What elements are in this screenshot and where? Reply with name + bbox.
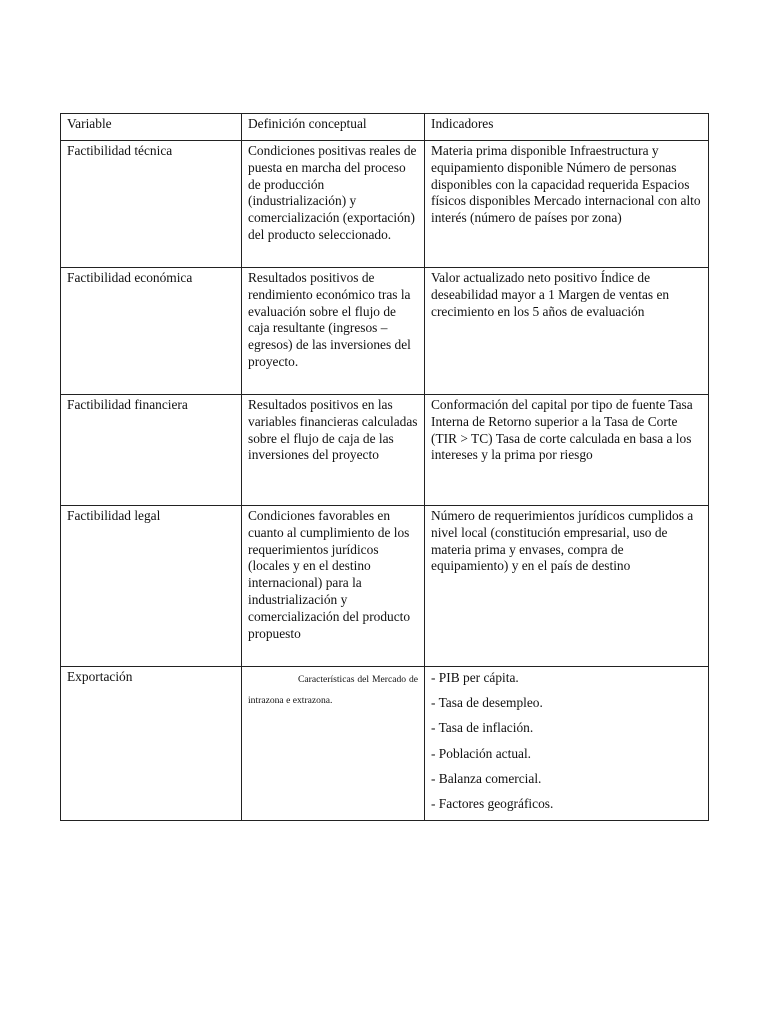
cell-indicadores: Número de requerimientos jurídicos cumplidos a nivel local (constitución empresarial, uso de materia prima y envases, compra de equipamiento) y en el país de destino	[425, 506, 709, 667]
header-variable: Variable	[61, 114, 242, 141]
indicadores-list	[431, 665, 702, 816]
cell-definicion: Condiciones favorables en cuanto al cumplimiento de los requerimientos jurídicos (locales y en el destino internacional) para la industrialización y comercialización del producto propuesto	[242, 506, 425, 667]
cell-variable: Factibilidad económica	[61, 268, 242, 395]
variables-table	[60, 113, 709, 821]
table-row	[61, 268, 709, 395]
header-indicadores: Indicadores	[425, 114, 709, 141]
cell-definicion-text: Características del Mercado de intrazona e extrazona.	[248, 674, 418, 706]
table-row	[61, 667, 709, 821]
cell-indicadores: Conformación del capital por tipo de fuente Tasa Interna de Retorno superior a la Tasa de Corte (TIR > TC) Tasa de corte calculada en basa a los intereses y la prima por riesgo	[425, 395, 709, 506]
cell-indicadores: Materia prima disponible Infraestructura y equipamiento disponible Número de personas disponibles con la capacidad requerida Espacios físicos disponibles Mercado internacional con alto interés (número de países por zona)	[425, 141, 709, 268]
list-item: - Población actual.	[431, 745, 532, 761]
list-item: - Tasa de inflación.	[431, 720, 534, 736]
cell-variable: Exportación	[61, 667, 242, 821]
table-row	[61, 395, 709, 506]
cell-definicion	[242, 667, 425, 821]
list-item: - Balanza comercial.	[431, 770, 542, 786]
cell-definicion: Resultados positivos de rendimiento económico tras la evaluación sobre el flujo de caja resultante (ingresos – egresos) de las inversiones del proyecto.	[242, 268, 425, 395]
cell-variable: Factibilidad legal	[61, 506, 242, 667]
list-item: - Tasa de desempleo.	[431, 695, 543, 711]
table-header-row	[61, 114, 709, 141]
table-row	[61, 506, 709, 667]
header-definicion: Definición conceptual	[242, 114, 425, 141]
list-item: - Factores geográficos.	[431, 796, 554, 812]
cell-variable: Factibilidad financiera	[61, 395, 242, 506]
cell-indicadores: Valor actualizado neto positivo Índice de deseabilidad mayor a 1 Margen de ventas en crecimiento en los 5 años de evaluación	[425, 268, 709, 395]
cell-definicion: Resultados positivos en las variables financieras calculadas sobre el flujo de caja de las inversiones del proyecto	[242, 395, 425, 506]
list-item: - PIB per cápita.	[431, 670, 519, 685]
cell-indicadores	[425, 667, 709, 821]
cell-variable: Factibilidad técnica	[61, 141, 242, 268]
table-row	[61, 141, 709, 268]
cell-definicion: Condiciones positivas reales de puesta en marcha del proceso de producción (industrialización) y comercialización (exportación) del producto seleccionado.	[242, 141, 425, 268]
